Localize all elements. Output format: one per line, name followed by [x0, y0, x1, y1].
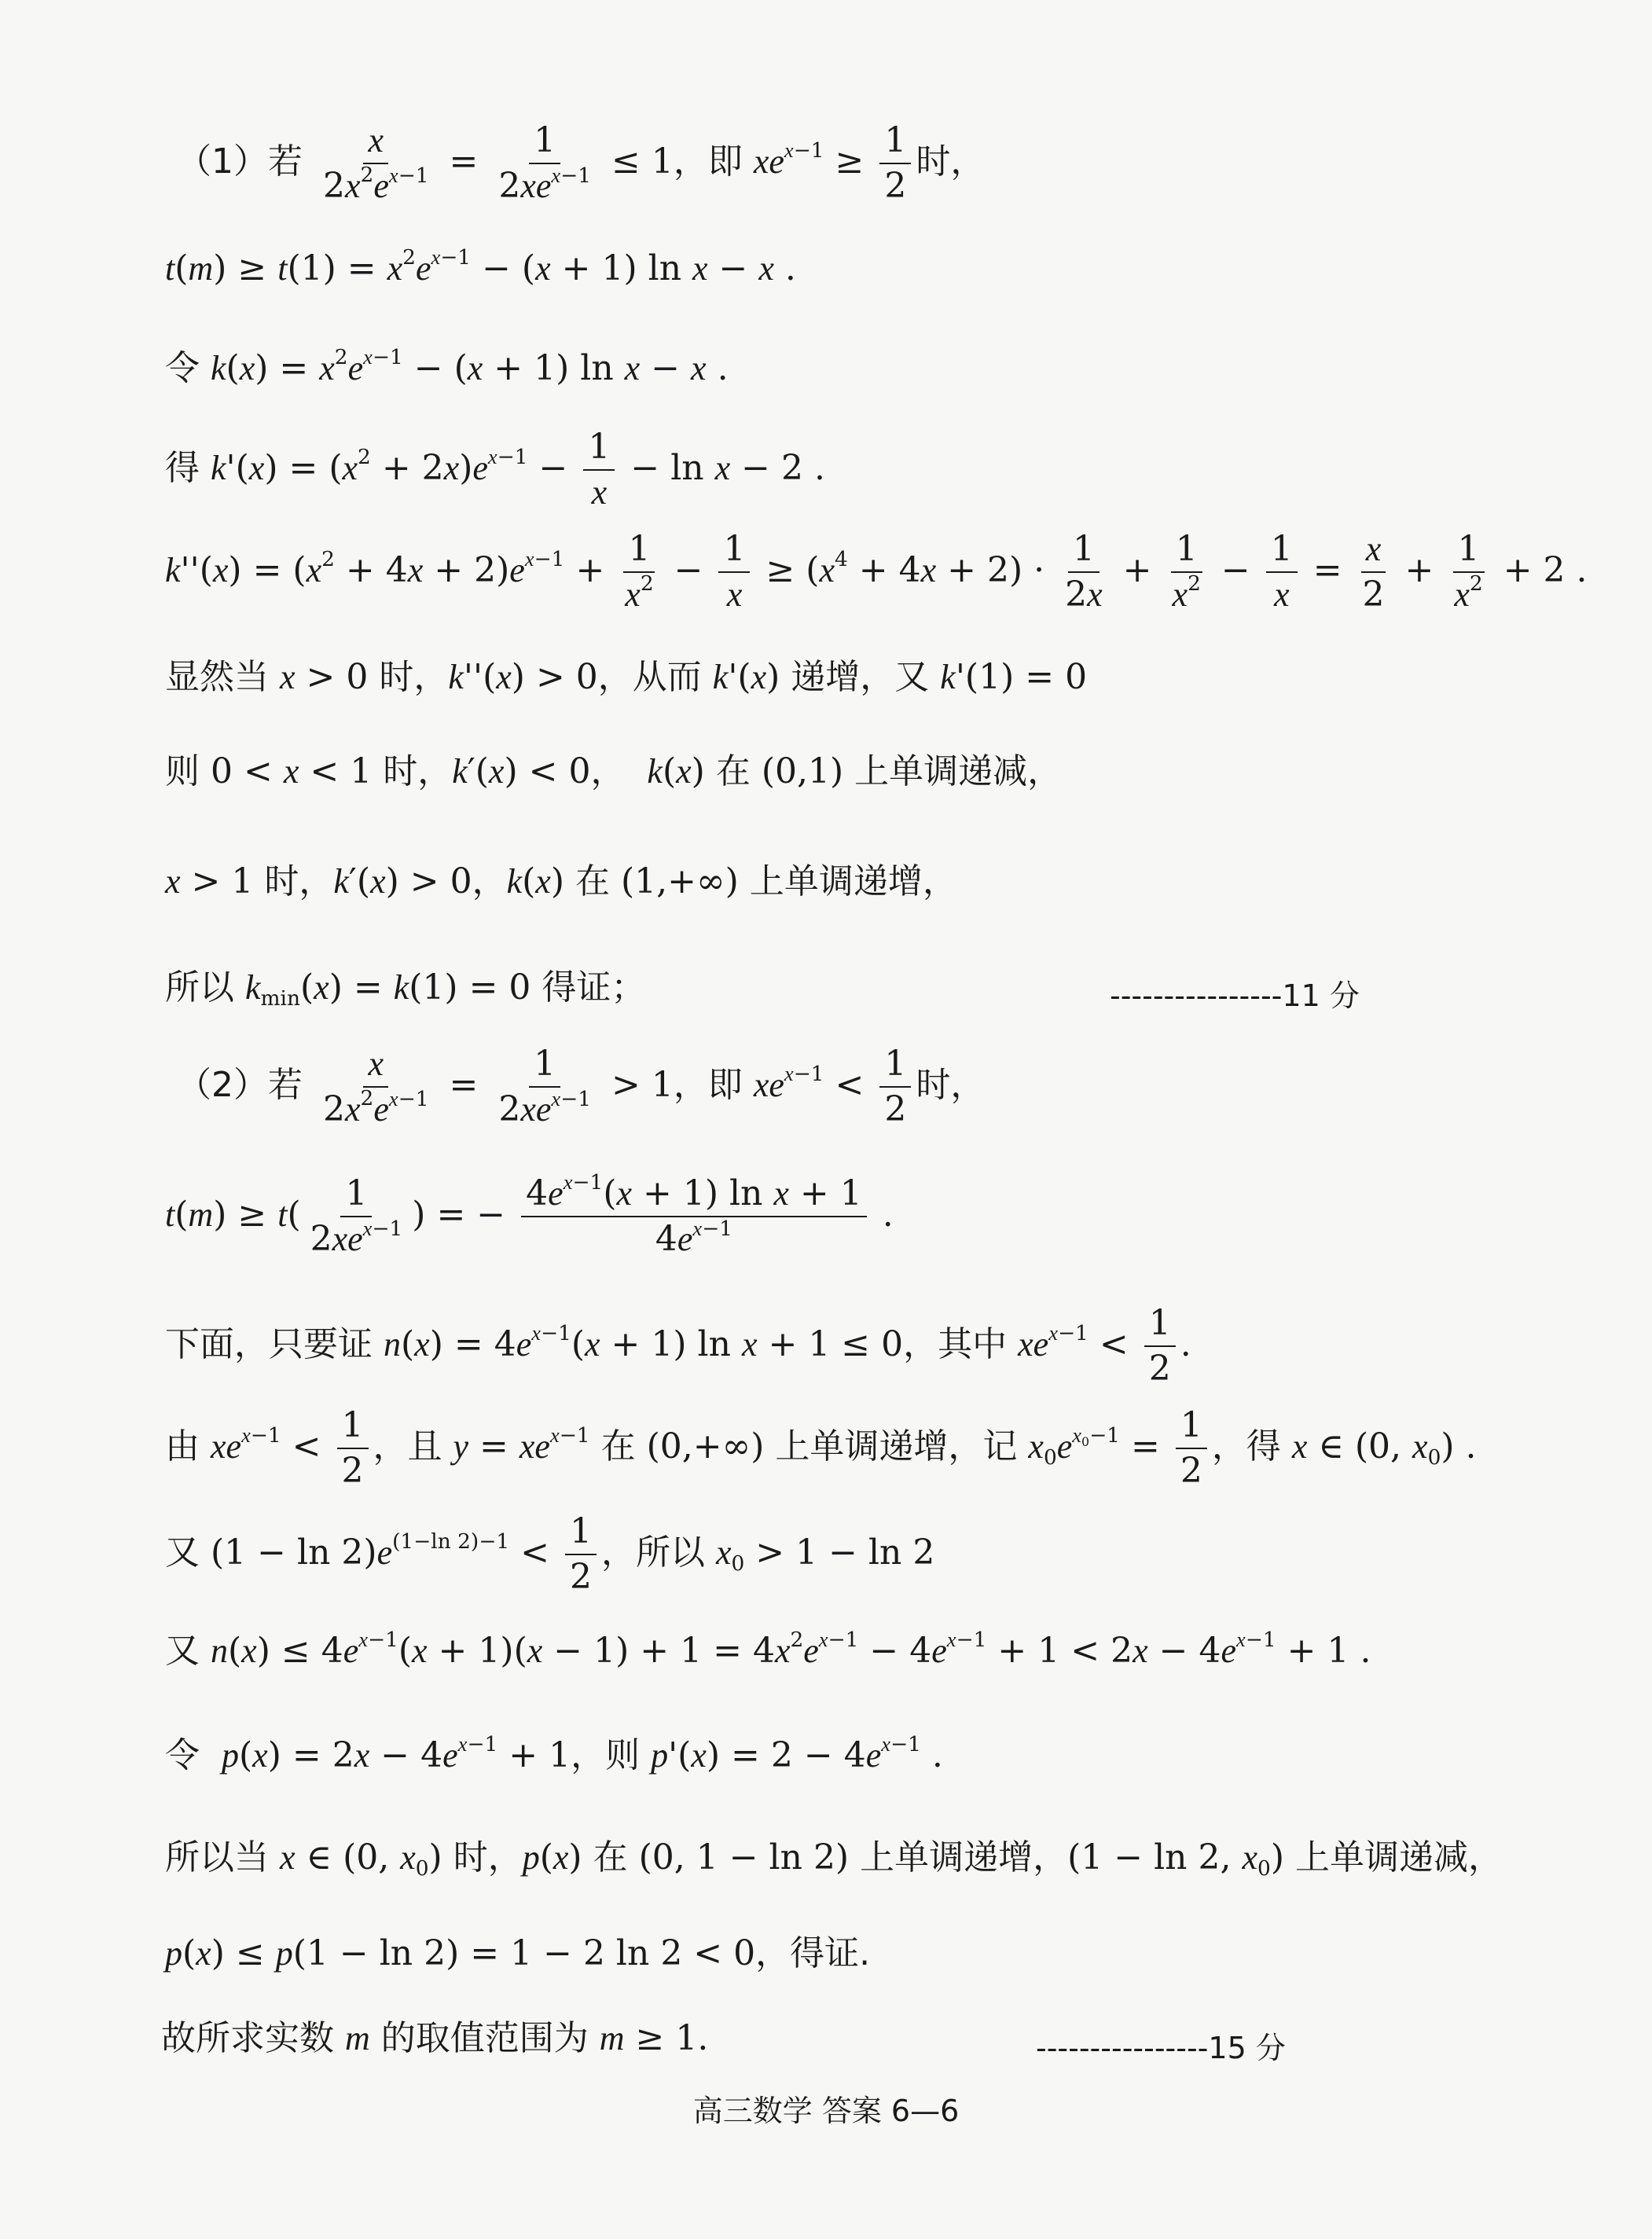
line-8: x > 1 时，k′(x) > 0，k(x) 在 (1,+∞) 上单调递增，	[165, 861, 957, 901]
line-4: 得 $k'(x) = (x^2 + 2x)e^{x-1}$ − $\frac{1}{x}$ − ln x − 2 .	[165, 427, 825, 512]
score-part2: ----------------15 分	[1036, 2031, 1286, 2065]
line-11: t(m) ≥ t( 1 $2xe^{x-1}$ ) = − $\frac{4e^{x-1}(x + 1) \ln x + 1}{4e^{x-1}}$ .	[165, 1170, 894, 1260]
line-18: p(x) ≤ p(1 − ln 2) = 1 − 2 ln 2 < 0，得证.	[165, 1933, 871, 1973]
page-footer: 高三数学 答案 6—6	[692, 2094, 960, 2128]
line-16: 令 $p(x) = 2x - 4e^{x-1} + 1$，则 $p'(x) = 2 - 4e^{x-1}$ .	[165, 1732, 943, 1775]
score-part1: ----------------11 分	[1110, 978, 1360, 1013]
line-17: 所以当 x ∈ (0, $x_0$) 时，p(x) 在 (0, 1 − ln 2) 上单调递增，(1 − ln 2, $x_0$) 上单调递减，	[165, 1837, 1503, 1881]
line-12: 下面，只要证 $n(x) = 4e^{x-1}(x + 1)$ ln x + 1 ≤ 0，其中 $xe^{x-1}$ < $\frac{1}{2}$ .	[165, 1303, 1191, 1389]
line-13: 由 $xe^{x-1}$ < $\frac{1}{2}$ ，且 $y = xe^{x-1}$ 在 (0,+∞) 上单调递增，记 $x_0e^{x_0-1}$ = $\frac{1}{2}$ ，得 x ∈ (0, $x_0$) .	[165, 1405, 1477, 1492]
line-14: 又 $(1 - \ln 2)e^{(1-ln 2)-1}$ < $\frac{1}{2}$ ，所以 $x_0 > 1 - \ln 2$	[165, 1511, 935, 1598]
line-7: 则 0 < x < 1 时，k′(x) < 0， k(x) 在 (0,1) 上单调递减，	[165, 751, 1063, 791]
line-10: （2）若 $\frac{x}{2x^2e^{x-1}}$ = 1 $2xe^{x-1}$ > 1，即 $xe^{x-1}$ < $\frac{1}{2}$ 时，	[177, 1044, 986, 1130]
line-15: 又 $n(x) \le 4e^{x-1}(x + 1)(x - 1) + 1 = 4x^2e^{x-1} - 4e^{x-1} + 1 < 2x - 4e^{x-1} + 1$ .	[165, 1628, 1371, 1671]
line-6: 显然当 x > 0 时，k''(x) > 0，从而 k'(x) 递增，又 k'(1) = 0	[165, 657, 1088, 697]
line-3: 令 $k(x) = x^2e^{x-1} - (x + 1)$ ln x − x .	[165, 345, 729, 388]
line-9: 所以 $k_{min}(x) = k(1) = 0$ 得证；	[165, 967, 646, 1011]
line-2: $t(m) \ge t(1) = x^2e^{x-1} - (x + 1)$ ln x − x .	[165, 245, 796, 288]
line-19: 故所求实数 m 的取值范围为 m ≥ 1.	[161, 2018, 709, 2058]
line-5: $k''(x) = (x^2 + 4x + 2)e^{x-1}$ + $\frac{1}{x^2}$ − $\frac{1}{x}$ ≥ $(x^4 + 4x + 2)$ · $\frac{1}{2x}$ + $\frac{1}{x^2}$ − $\frac{1}{x}$ = $\frac{x}{2}$ + $\frac{1}{x^2}$ + 2 .	[165, 529, 1588, 615]
line-1: （1）若 $\frac{x}{2x^2e^{x-1}}$ = 1 $2xe^{x-1}$ ≤ 1，即 $xe^{x-1}$ ≥ $\frac{1}{2}$ 时，	[177, 120, 986, 207]
